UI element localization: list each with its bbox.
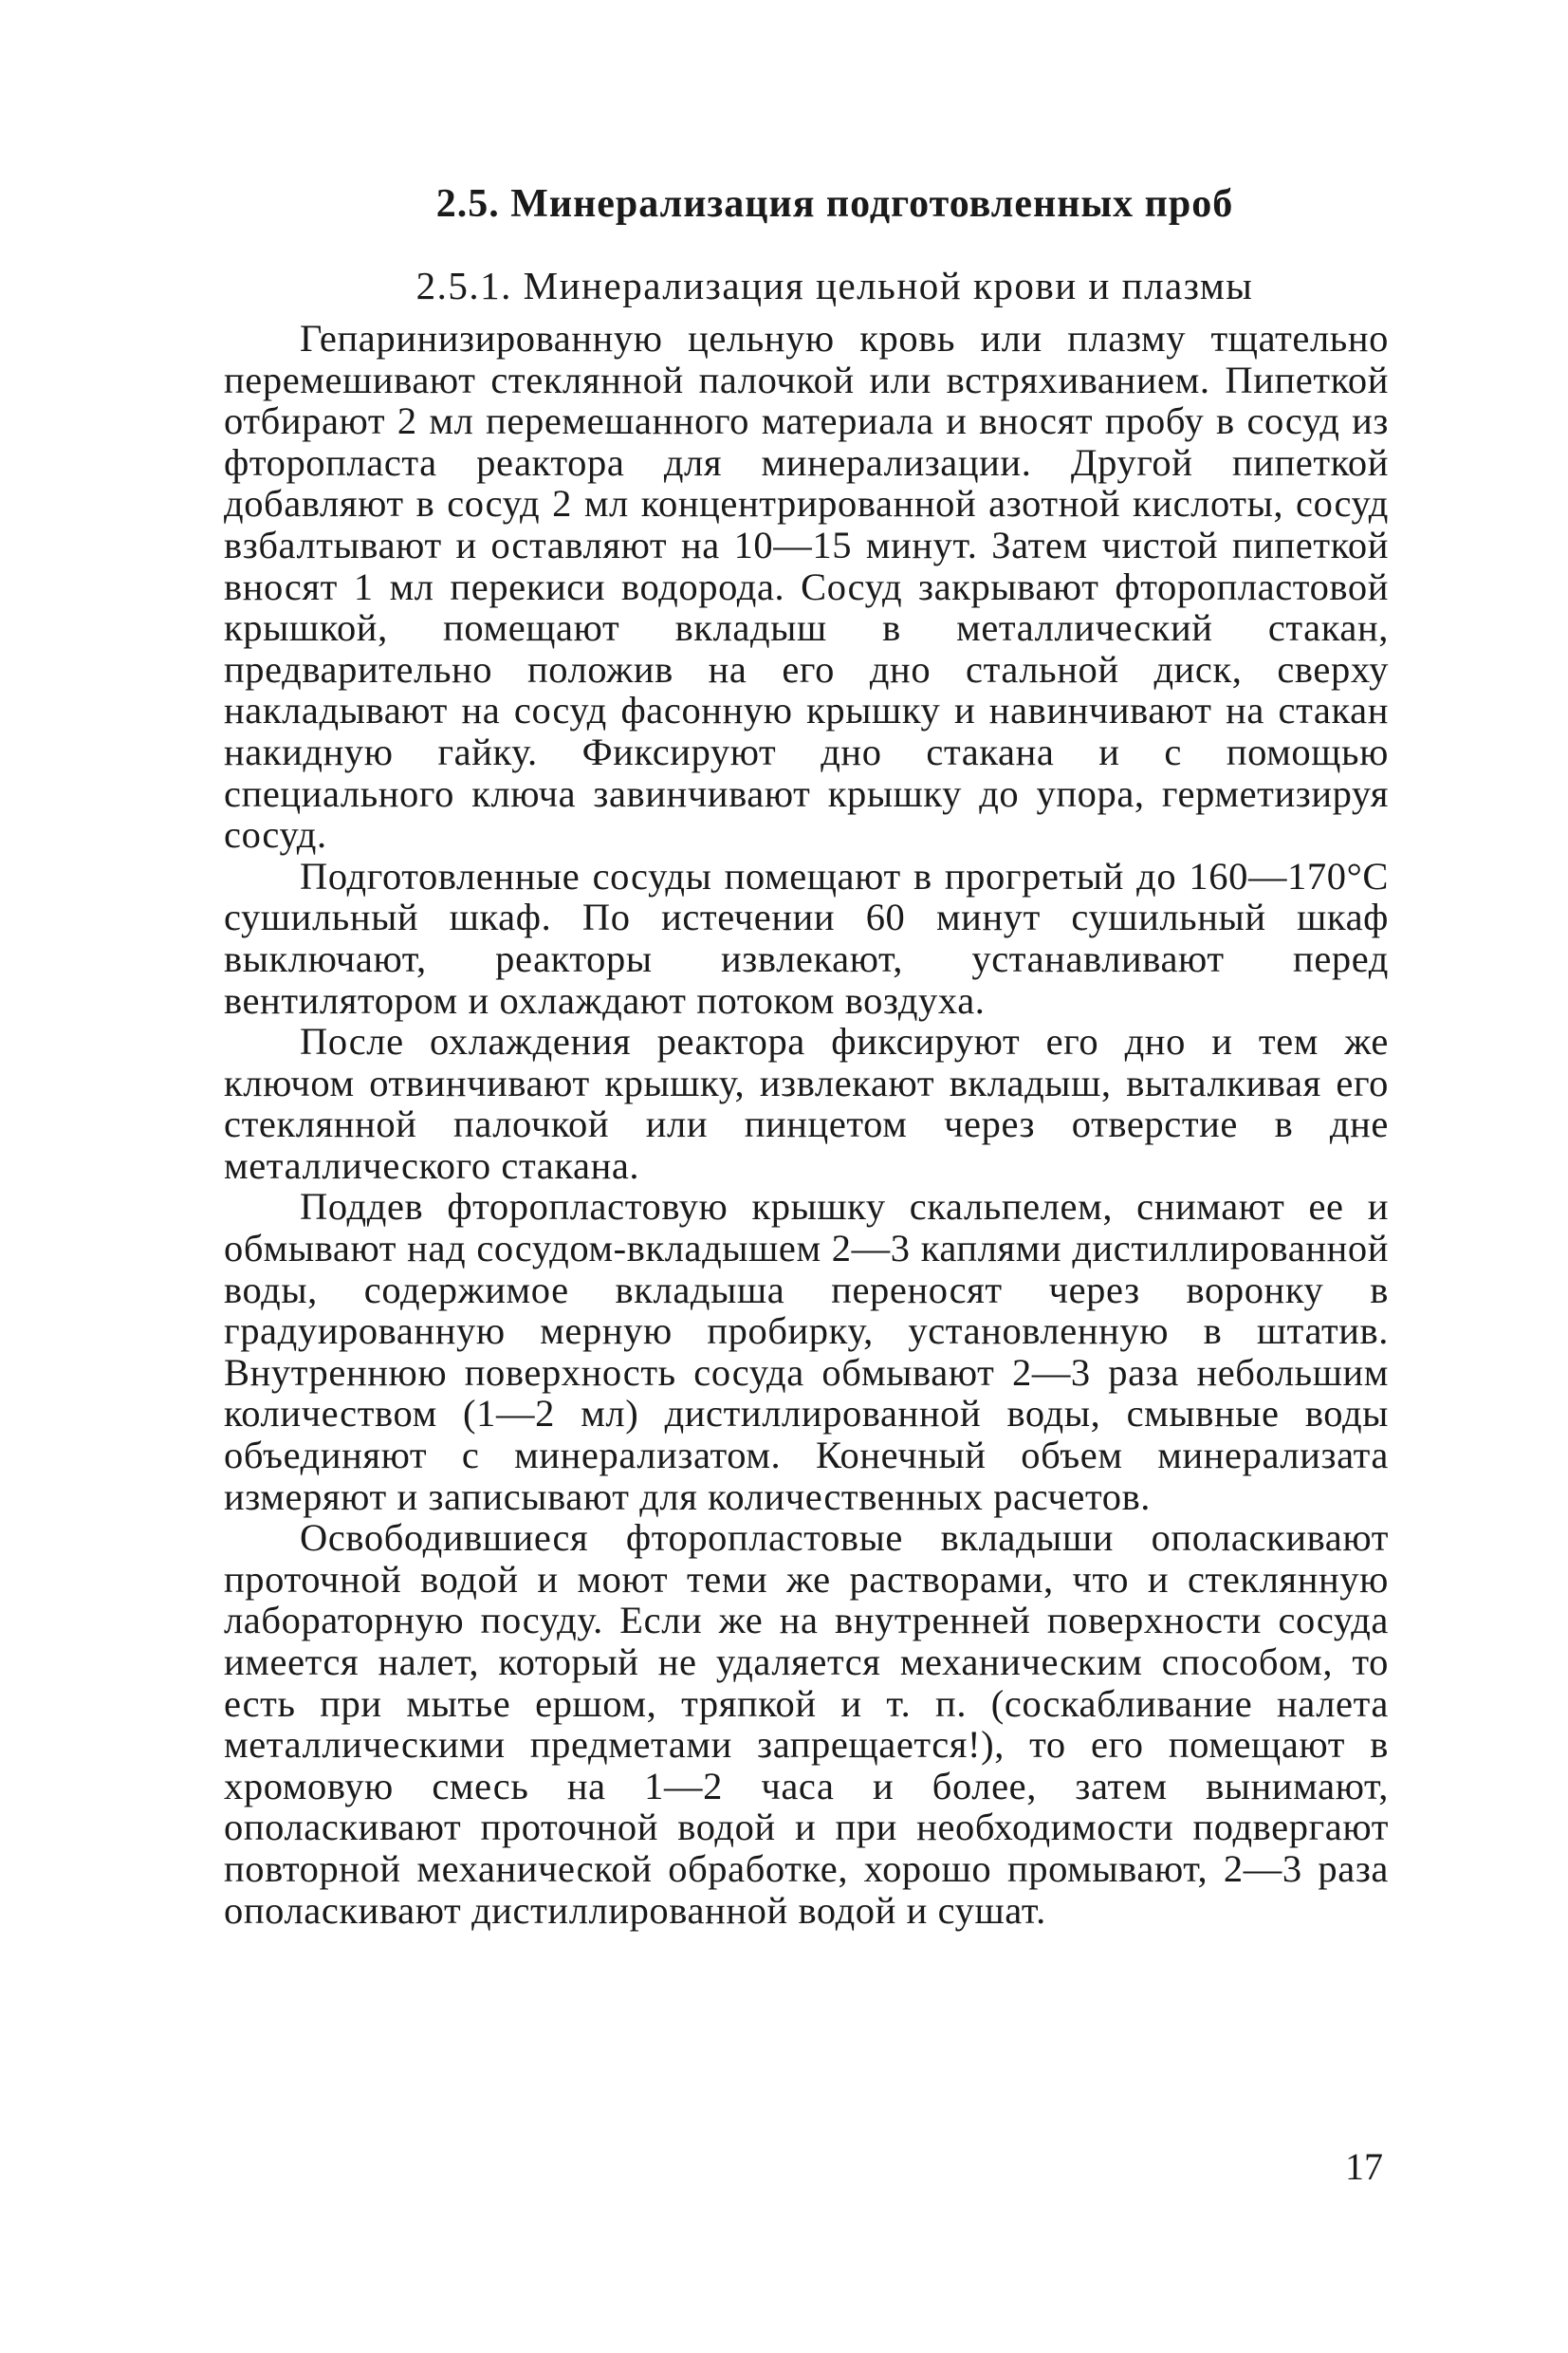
paragraph-mixing-and-sealing: Гепаринизированную цельную кровь или плазму тщательно перемешивают стеклянной палочкой или встряхиванием. Пипеткой отбирают 2 мл перемешанного материала и вносят пробу в сосуд из фторопласта реактора для минерализации. Другой пипеткой добавляют в сосуд 2 мл концентрированной азотной кислоты, сосуд взбалтывают и оставляют на 10—15 минут. Затем чистой пипеткой вносят 1 мл перекиси водорода. Сосуд закрывают фторопластовой крышкой, помещают вкладыш в металлический стакан, предварительно положив на его дно стальной диск, сверху накладывают на сосуд фасонную крышку и навинчивают на стакан накидную гайку. Фиксируют дно стакана и с помощью специального ключа завинчивают крышку до упора, герметизируя сосуд. (224, 317, 1389, 857)
paragraph-cleaning-inserts: Освободившиеся фторопластовые вкладыши ополаскивают проточной водой и моют теми же растворами, что и стеклянную лабораторную посуду. Если же на внутренней поверхности сосуда имеется налет, который не удаляется механическим способом, то есть при мытье ершом, тряпкой и т. п. (соскабливание налета металлическими предметами запрещается!), то его помещают в хромовую смесь на 1—2 часа и более, затем вынимают, ополаскивают проточной водой и при необходимости подвергают повторной механической обработке, хорошо промывают, 2—3 раза ополаскивают дистиллированной водой и сушат. (224, 1516, 1389, 1932)
section-heading: 2.5. Минерализация подготовленных проб (435, 182, 1234, 226)
page-body (224, 176, 1389, 1931)
paragraph-drying-cabinet: Подготовленные сосуды помещают в прогретый до 160—170°С сушильный шкаф. По истечении 60 минут сушильный шкаф выключают, реакторы извлекают, устанавливают перед вентилятором и охлаждают потоком воздуха. (224, 854, 1389, 1022)
paragraph-transfer-mineralizate: Поддев фторопластовую крышку скальпелем, снимают ее и обмывают над сосудом-вкладышем 2—3 каплями дистиллированной воды, содержимое вкладыша переносят через воронку в градуированную мерную пробирку, установленную в штатив. Внутреннюю поверхность сосуда обмывают 2—3 раза небольшим количеством (1—2 мл) дистиллированной воды, смывные воды объединяют с минерализатом. Конечный объем минерализата измеряют и записывают для количественных расчетов. (224, 1185, 1389, 1518)
paragraph-cooling-and-opening: После охлаждения реактора фиксируют его дно и тем же ключом отвинчивают крышку, извлекают вкладыш, выталкивая его стеклянной палочкой или пинцетом через отверстие в дне металлического стакана. (224, 1020, 1389, 1187)
page-number: 17 (1345, 2145, 1383, 2188)
subsection-heading: 2.5.1. Минерализация цельной крови и плазмы (415, 264, 1254, 307)
